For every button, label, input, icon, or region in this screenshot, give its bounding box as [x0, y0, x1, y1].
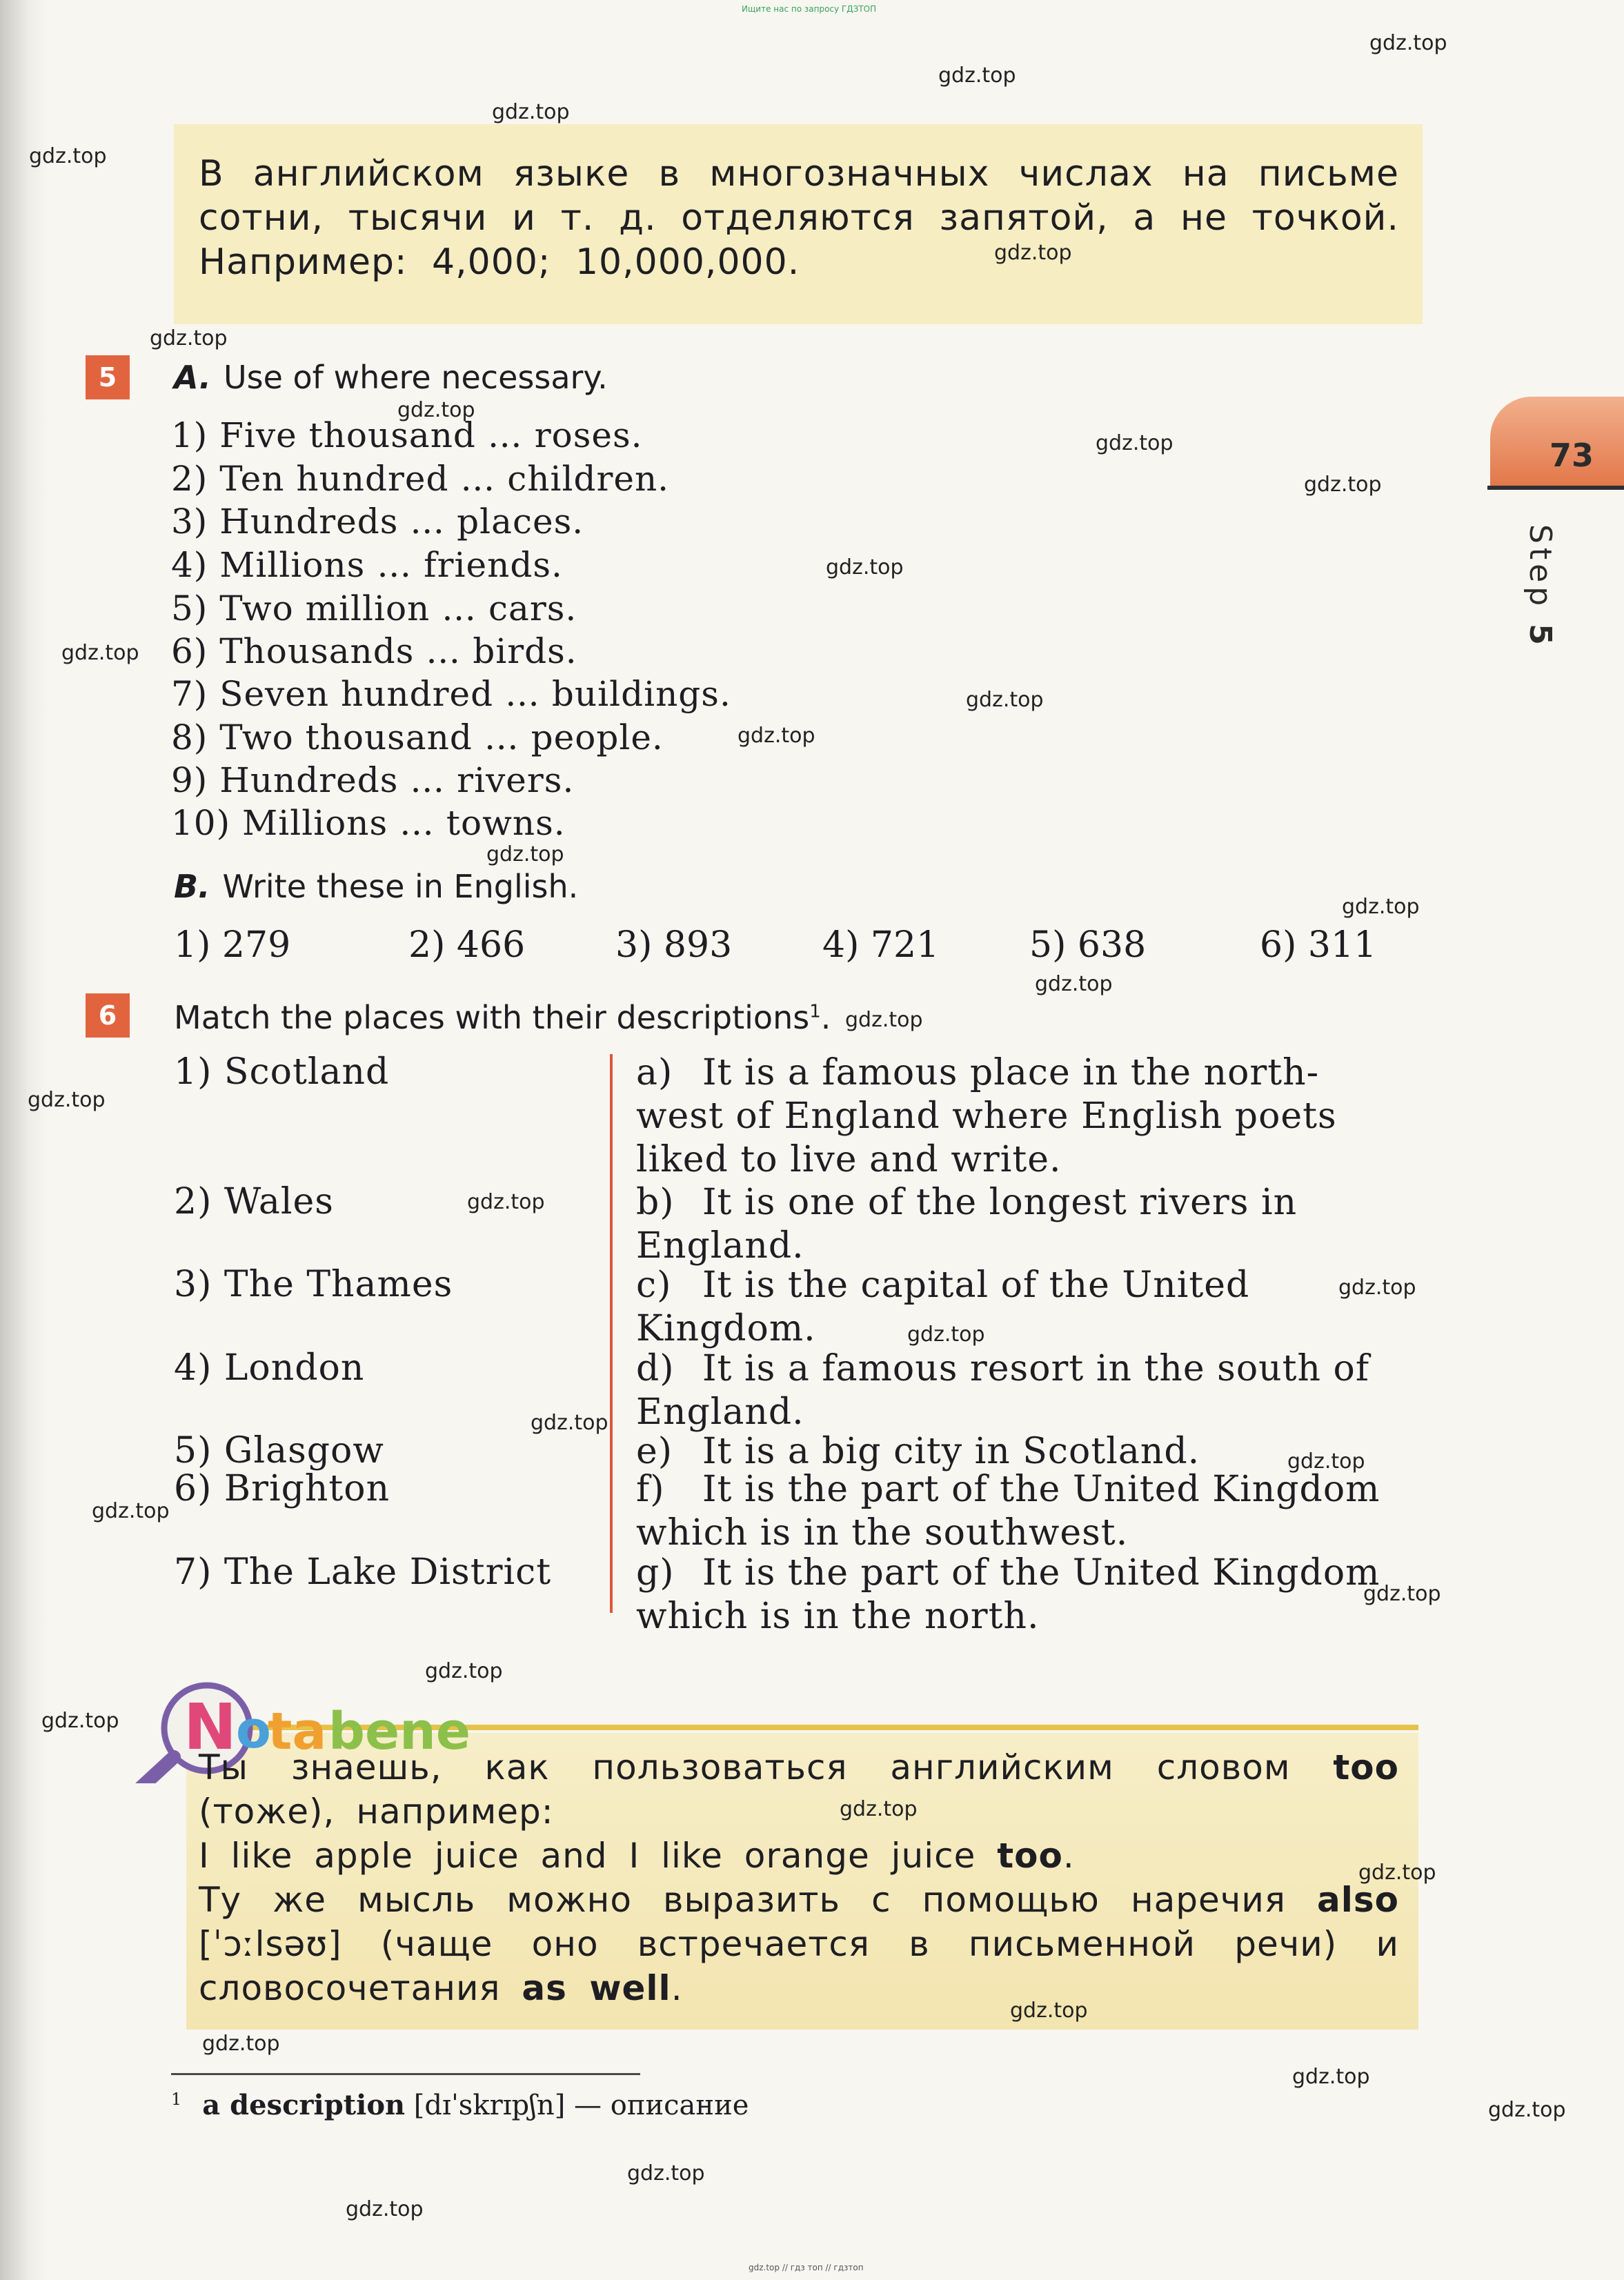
watermark: gdz.top	[61, 641, 139, 665]
watermark: gdz.top	[1035, 972, 1113, 996]
watermark: gdz.top	[938, 63, 1016, 88]
watermark: gdz.top	[1292, 2065, 1370, 2089]
place-item: 3) The Thames	[174, 1264, 453, 1305]
description-item: f) It is the part of the United Kingdom which is in the southwest.	[636, 1469, 1380, 1554]
watermark: gdz.top	[531, 1411, 608, 1435]
footnote: $^1$ a description [dɪˈskrɪpʃn] — описание	[171, 2089, 749, 2121]
number-item: 6) 311	[1260, 924, 1377, 966]
watermark: gdz.top	[1363, 1582, 1441, 1606]
exercise-6-badge: 6	[86, 993, 130, 1038]
nota-bene-logo-bene: bene	[328, 1702, 471, 1761]
watermark: gdz.top	[467, 1190, 545, 1214]
list-item: 3) Hundreds … places.	[171, 502, 584, 542]
nota-bene-p2: I like apple juice and I like orange juice too.	[199, 1836, 1075, 1876]
watermark: gdz.top	[845, 1008, 923, 1032]
list-item: 4) Millions … friends.	[171, 545, 563, 585]
nota-bene-logo-n: N	[184, 1690, 237, 1764]
description-item: e) It is a big city in Scotland.	[636, 1431, 1200, 1472]
nota-bene-p3: Ту же мысль можно выразить с помощью наречия also [ˈɔːlsəʊ] (чаще оно встречается в письменной речи) и словосочетания as well.	[199, 1880, 1399, 2008]
list-item: 2) Ten hundred … children.	[171, 459, 670, 499]
watermark: gdz.top	[1287, 1449, 1365, 1474]
list-item: 8) Two thousand … people.	[171, 717, 664, 757]
watermark: gdz.top	[1488, 2098, 1566, 2122]
exercise-5-badge: 5	[86, 355, 130, 399]
watermark: gdz.top	[346, 2197, 424, 2221]
watermark: gdz.top	[92, 1499, 170, 1523]
top-search-hint[interactable]: Ищите нас по запросу ГДЗТОП	[742, 4, 877, 14]
nota-bene-logo-o: o	[236, 1701, 271, 1760]
list-item: 5) Two million … cars.	[171, 588, 577, 628]
watermark: gdz.top	[486, 842, 564, 866]
watermark: gdz.top	[737, 724, 815, 748]
page-gutter	[0, 0, 48, 2280]
number-item: 4) 721	[822, 924, 940, 966]
number-format-note	[174, 124, 1423, 324]
exercise-5a-instruction: A. Use of where necessary.	[174, 359, 608, 396]
watermark: gdz.top	[1096, 431, 1174, 455]
number-item: 5) 638	[1029, 924, 1147, 966]
watermark: gdz.top	[840, 1797, 918, 1821]
column-divider	[610, 1054, 613, 1613]
watermark: gdz.top	[28, 1088, 106, 1112]
watermark: gdz.top	[202, 2032, 280, 2056]
list-item: 7) Seven hundred … buildings.	[171, 674, 731, 714]
exercise-6-instruction: Match the places with their descriptions$^1$.	[174, 999, 831, 1036]
watermark: gdz.top	[492, 100, 570, 124]
page-tab-rule	[1487, 486, 1624, 490]
list-item: 9) Hundreds … rivers.	[171, 760, 575, 800]
place-item: 5) Glasgow	[174, 1430, 384, 1471]
watermark: gdz.top	[29, 144, 107, 168]
watermark: gdz.top	[1342, 895, 1420, 919]
watermark: gdz.top	[1010, 1999, 1088, 2023]
bottom-links[interactable]: gdz.top // гдз топ // гдзтоп	[749, 2263, 864, 2272]
number-item: 1) 279	[174, 924, 291, 966]
description-item: g) It is the part of the United Kingdom which is in the north.	[636, 1552, 1380, 1637]
list-item: 10) Millions … towns.	[171, 803, 566, 843]
watermark: gdz.top	[41, 1709, 119, 1733]
step-number: 5	[1523, 624, 1558, 649]
nota-bene-logo-ta: ta	[268, 1702, 327, 1761]
watermark: gdz.top	[425, 1659, 503, 1683]
watermark: gdz.top	[907, 1322, 985, 1347]
page-number-tab	[1490, 397, 1624, 486]
number-format-note-text: В английском языке в многозначных числах на письме сотни, тысячи и т. д. отделяются запятой, а не точкой. Например: 4,000; 10,000,000.	[199, 153, 1399, 283]
description-item: a) It is a famous place in the north-west of England where English poets liked to live and write.	[636, 1052, 1337, 1180]
description-item: b) It is one of the longest rivers in England.	[636, 1182, 1298, 1267]
exercise-5b-instruction: B. Write these in English.	[174, 868, 579, 905]
place-item: 2) Wales	[174, 1181, 334, 1222]
footnote-mark: 1	[809, 1001, 821, 1022]
place-item: 1) Scotland	[174, 1051, 390, 1093]
page-number: 73	[1549, 437, 1594, 474]
watermark: gdz.top	[1358, 1861, 1436, 1885]
place-item: 7) The Lake District	[174, 1552, 552, 1593]
number-item: 2) 466	[408, 924, 526, 966]
watermark: gdz.top	[1304, 473, 1382, 497]
nota-bene-p1: Ты знаешь, как пользоваться английским словом too (тоже), например:	[199, 1747, 1399, 1832]
watermark: gdz.top	[1338, 1276, 1416, 1300]
description-item: c) It is the capital of the United Kingdom.	[636, 1265, 1250, 1349]
list-item: 6) Thousands … birds.	[171, 631, 577, 671]
nota-bene-text	[199, 1745, 1399, 2010]
watermark: gdz.top	[1369, 31, 1447, 55]
list-item: 1) Five thousand … roses.	[171, 415, 643, 455]
step-label: Step 5	[1523, 524, 1558, 649]
place-item: 4) London	[174, 1347, 365, 1389]
place-item: 6) Brighton	[174, 1468, 390, 1509]
watermark: gdz.top	[966, 688, 1044, 712]
footnote-rule	[171, 2073, 640, 2075]
watermark: gdz.top	[627, 2161, 705, 2185]
watermark: gdz.top	[150, 326, 228, 350]
watermark: gdz.top	[826, 555, 904, 579]
watermark: gdz.top	[994, 241, 1072, 265]
description-item: d) It is a famous resort in the south of England.	[636, 1348, 1370, 1433]
watermark: gdz.top	[397, 398, 475, 422]
number-item: 3) 893	[615, 924, 733, 966]
